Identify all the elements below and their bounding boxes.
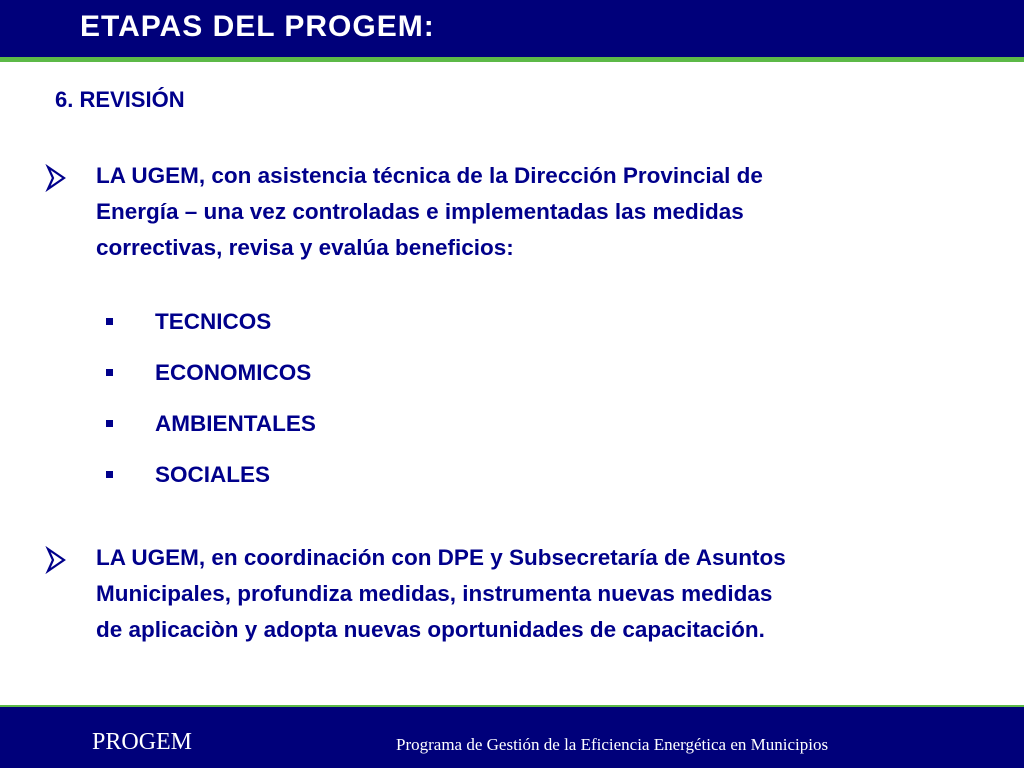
bullet-2-line-2: Municipales, profundiza medidas, instrumenta nuevas medidas bbox=[96, 581, 773, 606]
square-bullet-icon bbox=[106, 318, 113, 325]
header-divider bbox=[0, 57, 1024, 62]
bullet-1-line-1: LA UGEM, con asistencia técnica de la Dirección Provincial de bbox=[96, 163, 763, 188]
section-title: 6. REVISIÓN bbox=[55, 87, 185, 112]
benefit-label: TECNICOS bbox=[155, 309, 272, 334]
benefit-label: AMBIENTALES bbox=[155, 411, 316, 436]
benefit-label: ECONOMICOS bbox=[155, 360, 312, 385]
bullet-1-line-3: correctivas, revisa y evalúa beneficios: bbox=[96, 235, 514, 260]
square-bullet-icon bbox=[106, 369, 113, 376]
bullet-paragraph-2 bbox=[96, 540, 996, 648]
benefit-item-economicos bbox=[0, 358, 600, 388]
benefit-label: SOCIALES bbox=[155, 462, 271, 487]
footer-program-name: Programa de Gestión de la Eficiencia Energética en Municipios bbox=[396, 735, 829, 754]
square-bullet-icon bbox=[106, 420, 113, 427]
bullet-1-line-2: Energía – una vez controladas e implementadas las medidas bbox=[96, 199, 744, 224]
arrow-bullet-icon bbox=[44, 546, 68, 574]
benefit-item-tecnicos bbox=[0, 307, 600, 337]
bullet-2-line-1: LA UGEM, en coordinación con DPE y Subsecretaría de Asuntos bbox=[96, 545, 786, 570]
bullet-2-line-3: de aplicaciòn y adopta nuevas oportunidades de capacitación. bbox=[96, 617, 765, 642]
square-bullet-icon bbox=[106, 471, 113, 478]
benefit-item-sociales bbox=[0, 460, 600, 490]
benefit-item-ambientales bbox=[0, 409, 600, 439]
bullet-paragraph-1 bbox=[96, 158, 996, 266]
arrow-bullet-icon bbox=[44, 164, 68, 192]
slide-title: ETAPAS DEL PROGEM: bbox=[80, 10, 435, 43]
header-bar bbox=[0, 0, 1024, 57]
footer-brand: PROGEM bbox=[92, 729, 193, 755]
